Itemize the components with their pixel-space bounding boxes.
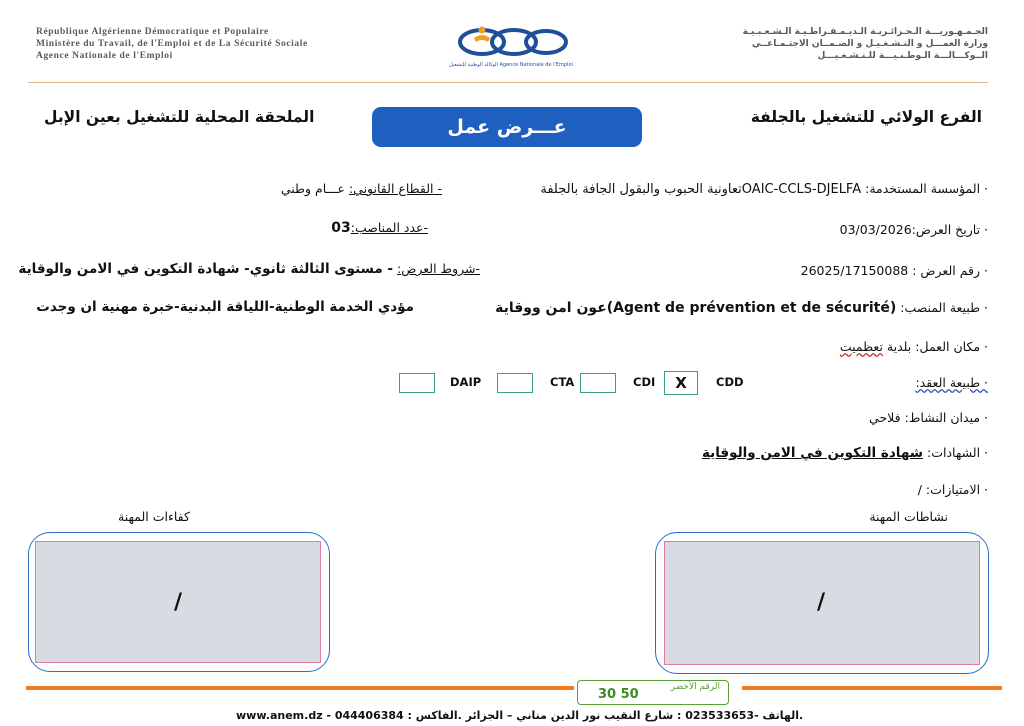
- header-ar-line-1: الجـمـهـوريـــة الـجـزائـريـة الـديـمـقـراطـيـة الـشـعـبـيـة: [742, 27, 988, 37]
- sector-row: [281, 181, 442, 196]
- job-value: (Agent de prévention et de sécurité)عون امن ووقاية: [495, 300, 897, 316]
- branch-left: الملحقة المحلية للتشغيل بعين الإبل: [44, 108, 315, 126]
- skills-value: /: [174, 590, 183, 615]
- anem-logo: [448, 18, 574, 78]
- footer-rule-right: [742, 686, 1002, 690]
- contract-daip-label: DAIP: [450, 375, 482, 389]
- number-value: 26025/17150088: [800, 263, 909, 278]
- contract-cdi-checkbox[interactable]: X: [664, 371, 698, 395]
- number-label: · رقم العرض :: [912, 263, 988, 278]
- branch-right: الفرع الولائي للتشغيل بالجلفة: [750, 108, 982, 126]
- activities-card: [655, 532, 989, 674]
- employer-row: [540, 181, 988, 197]
- conditions-value: - مستوى الثالثة ثانوي- شهادة التكوين في الامن والوقاية: [18, 261, 394, 277]
- footer-rule-left: [26, 686, 574, 690]
- conditions-label: -شروط العرض:: [397, 261, 480, 276]
- number-row: [801, 263, 988, 278]
- header-ar-block: [588, 26, 988, 62]
- workplace-row: [840, 339, 988, 354]
- positions-row: [331, 220, 428, 236]
- activities-card-inner: [664, 541, 980, 665]
- contract-label: · طبيعة العقد:: [915, 375, 988, 390]
- skills-title: كفاءات المهنة: [118, 509, 190, 524]
- skills-card-inner: [35, 541, 321, 663]
- contract-extra-checkbox[interactable]: [399, 373, 435, 393]
- positions-label: -عدد المناصب:: [350, 220, 428, 235]
- certificates-label: · الشهادات:: [927, 445, 988, 460]
- activity-value: فلاحي: [869, 410, 901, 425]
- activities-title: نشاطات المهنة: [869, 509, 948, 524]
- contract-daip-checkbox[interactable]: [497, 373, 533, 393]
- sector-value: عـــام وطني: [280, 181, 345, 196]
- workplace-label: · مكان العمل:: [915, 339, 988, 354]
- header-divider: [28, 82, 988, 83]
- job-row: [495, 300, 988, 316]
- header-ar-line-2: وزارة العمـــل و التـشـغـيـل و الضـمــان الاجتـمـاعــي: [751, 39, 988, 49]
- sector-label: - القطاع القانوني:: [348, 181, 442, 196]
- positions-value: 03: [331, 220, 351, 236]
- header-fr-line-2: Ministère du Travail, de l'Emploi et de La Sécurité Sociale: [36, 39, 308, 49]
- privileges-value: /: [917, 482, 922, 497]
- employer-label: · المؤسسة المستخدمة:: [865, 181, 988, 196]
- contract-cta-label: CTA: [550, 375, 575, 389]
- contract-cdd-label: CDD: [716, 375, 744, 389]
- skills-card: [28, 532, 330, 672]
- page-title: عـــرض عمل: [372, 107, 642, 147]
- header-fr-line-3: Agence Nationale de l'Emploi: [36, 51, 173, 61]
- contract-cta-checkbox[interactable]: [580, 373, 616, 393]
- activity-label: · ميدان النشاط:: [904, 410, 988, 425]
- date-row: [840, 222, 988, 237]
- anem-logo-icon: [448, 18, 574, 68]
- activity-row: [869, 410, 988, 425]
- employer-value: OAIC-CCLS-DJELFAتعاونية الحبوب والبقول الجافة بالجلفة: [540, 182, 862, 197]
- certificates-row: [702, 445, 988, 461]
- privileges-label: · الامتيازات:: [925, 482, 988, 497]
- green-number-label: الرقم الأخضر: [670, 682, 720, 692]
- job-label: · طبيعة المنصب:: [900, 300, 988, 315]
- privileges-row: [918, 482, 988, 497]
- certificates-value: شهادة التكوين في الامن والوقاية: [701, 445, 924, 461]
- contract-row: [915, 375, 988, 390]
- header-fr-block: [36, 26, 308, 62]
- green-number-box: [577, 680, 729, 705]
- footer-address: www.anem.dz - 044406384 : الهاتف -023533653 : شارع النقيب نور الدين مناني – الجزائر .الفاكس.: [236, 709, 804, 722]
- header-ar-line-3: الــوكـــالـــة الـوطـنـيـــة للـتـشـغـيـــل: [817, 51, 988, 61]
- workplace-value: تعظميت: [839, 339, 883, 354]
- contract-cdi-label: CDI: [633, 375, 656, 389]
- activities-value: /: [817, 590, 826, 615]
- header-fr-line-1: République Algérienne Démocratique et Populaire: [36, 27, 269, 37]
- conditions-row: [18, 261, 480, 277]
- workplace-prefix: بلدية: [886, 339, 912, 354]
- green-number: 30 50: [598, 687, 639, 702]
- conditions-extra: مؤدي الخدمة الوطنية-اللياقة البدنية-خبرة مهنية ان وجدت: [36, 299, 414, 315]
- date-value: 03/03/2026: [839, 222, 912, 237]
- date-label: · تاريخ العرض:: [911, 222, 988, 237]
- logo-caption: الوكالة الوطنية للتشغيل Agence Nationale de l'Emploi: [449, 62, 573, 68]
